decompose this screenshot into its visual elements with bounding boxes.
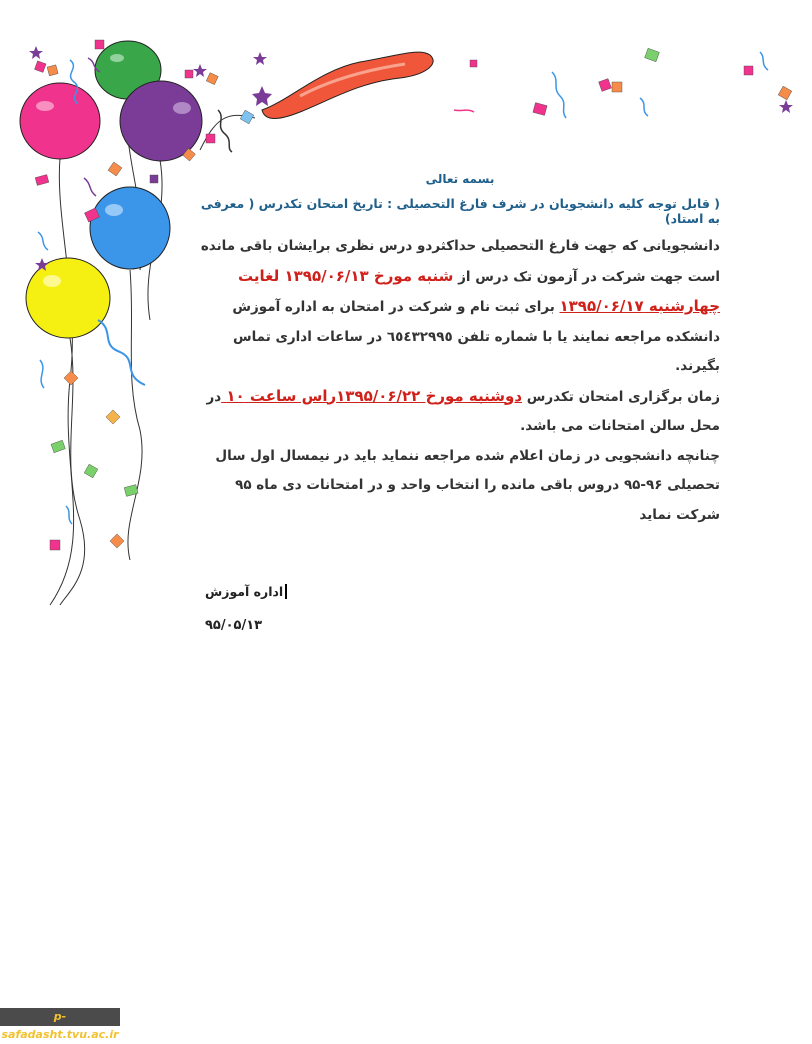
balloon-purple-icon: [120, 81, 202, 161]
footer-domain-banner[interactable]: [0, 1008, 120, 1041]
streamer-balloon-icon: [262, 52, 433, 118]
balloon-pink-icon: [20, 83, 100, 159]
signature-office: اداره آموزش: [205, 584, 287, 599]
document-date: ۹۵/۰۵/۱۳: [205, 618, 263, 633]
paragraph-registration: [200, 232, 720, 382]
notice-title: ( قابل توجه کلیه دانشجویان در شرف فارغ التحصیلی : تاریخ امتحان تکدرس ( معرفی به استاد): [200, 196, 720, 226]
exam-date-time: دوشنبه مورخ ۱۳۹۵/۰۶/۲۲راس ساعت ۱۰: [221, 386, 523, 405]
domain-suffix: tvu.ac.ir: [66, 1028, 119, 1041]
paragraph-warning: چنانچه دانشجویی در زمان اعلام شده مراجعه ننماید باید در نیمسال اول سال تحصیلی ۹۶-۹۵ دروس باقی مانده را انتخاب واحد و در امتحانات دی ماه ۹۵ شرکت نماید: [215, 447, 720, 523]
date-range-end: چهارشنبه ۱۳۹۵/۰۶/۱۷: [559, 297, 720, 315]
page-heading: بسمه تعالی: [425, 172, 495, 186]
paragraph-text: دانشجویانی که جهت فارغ التحصیلی حداکثردو درس نظری برایشان باقی مانده است جهت شرکت در آزمون تک درس از: [200, 238, 720, 285]
domain-prefix: p-safadasht.: [1, 1010, 67, 1041]
paragraph-text: برای ثبت نام و شرکت در امتحان به اداره آموزش دانشکده مراجعه نمایند یا با شماره تلفن ٦٥٤٣٢٩٩٥ در ساعات اداری تماس بگیرند.: [232, 299, 720, 374]
paragraph-exam-time: [200, 382, 720, 442]
date-range-start: شنبه مورخ ۱۳۹۵/۰۶/۱۳ لغایت: [238, 266, 454, 285]
announcement-body: [200, 172, 720, 530]
paragraph-text: زمان برگزاری امتحان تکدرس: [522, 388, 720, 405]
paragraph-text: در محل سالن امتحانات می باشد.: [206, 388, 720, 434]
balloon-blue-icon: [90, 187, 170, 269]
